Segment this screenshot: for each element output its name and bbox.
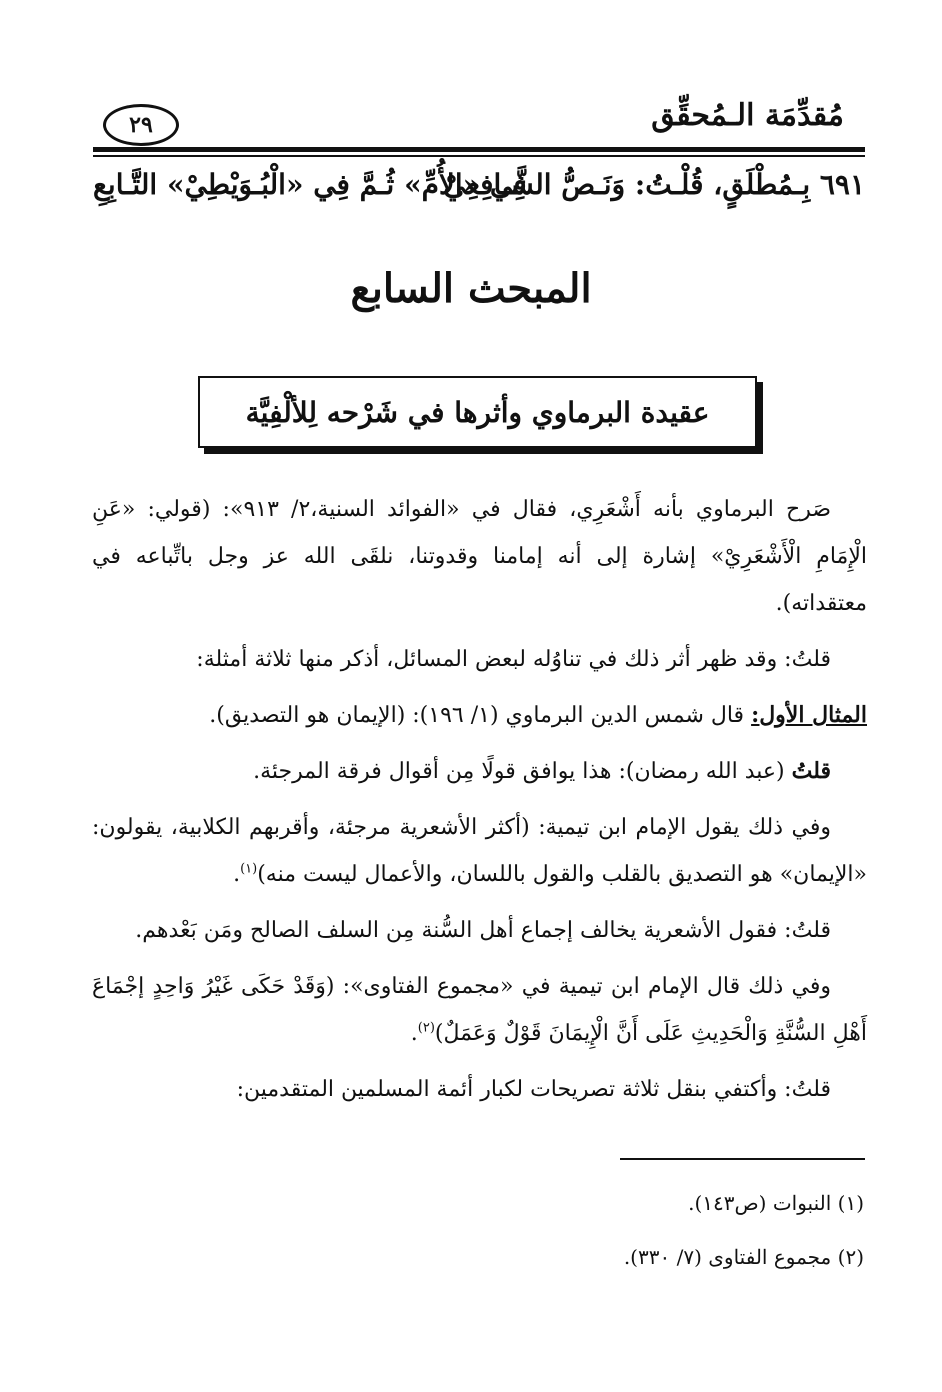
page-number-badge — [103, 104, 179, 146]
header-rule-thick — [93, 147, 865, 152]
paragraph-7: وفي ذلك قال الإمام ابن تيمية في «مجموع الفتاوى»: (وَقَدْ حَكَى غَيْرُ وَاحِدٍ إجْمَاعَ أَهْلِ السُّنَّةِ وَالْحَدِيثِ عَلَى أَنَّ الْإِيمَانَ قَوْلٌ وَعَمَلٌ)$^{(٢)}$. — [92, 974, 867, 1046]
paragraph-5: وفي ذلك يقول الإمام ابن تيمية: (أكثر الأشعرية مرجئة، وأقربهم الكلابية، يقولون: «الإيمان» هو التصديق بالقلب والقول باللسان، والأعمال ليست منه)$^{(١)}$. — [92, 815, 867, 887]
footnote-2: (٢) مجموع الفتاوى (٧/ ٣٣٠). — [623, 1245, 864, 1269]
verse-right-hemistich: ٦٩١ بِـمُطْلَقٍ، قُلْـتُ: وَنَـصُّ الشَّـافِعِيْ — [443, 168, 865, 201]
footnote-1: (١) النبوات (ص١٤٣). — [688, 1191, 864, 1215]
paragraph-5-text: وفي ذلك يقول الإمام ابن تيمية: (أكثر الأشعرية مرجئة، وأقربهم الكلابية، يقولون: «الإيمان» هو التصديق بالقلب والقول باللسان، والأعمال ليست منه) — [92, 815, 867, 887]
paragraph-1: صَرح البرماوي بأنه أَشْعَرِي، فقال في «الفوائد السنية،٢/ ٩١٣»: (قولي: «عَنِ الْإِمَامِ الْأَشْعَرِيْ» إشارة إلى أنه إمامنا وقدوتنا، نلقَى الله عز وجل باتِّباعه في معتقداته). — [92, 497, 867, 616]
paragraph-8: قلتُ: وأكتفي بنقل ثلاثة تصريحات لكبار أئمة المسلمين المتقدمين: — [236, 1077, 831, 1102]
paragraph-7-text: وفي ذلك قال الإمام ابن تيمية في «مجموع الفتاوى»: (وَقَدْ حَكَى غَيْرُ وَاحِدٍ إجْمَاعَ أَهْلِ السُّنَّةِ وَالْحَدِيثِ عَلَى أَنَّ الْإِيمَانَ قَوْلٌ وَعَمَلٌ) — [92, 974, 867, 1046]
section-heading: المبحث السابع — [350, 265, 592, 312]
footnote-ref-1[interactable]: (١) — [240, 861, 258, 877]
running-title: مُقدِّمَة الـمُحقِّق — [651, 98, 844, 133]
qultu-label: قلتُ — [791, 758, 831, 784]
paragraph-2: قلتُ: وقد ظهر أثر ذلك في تناوُله لبعض المسائل، أذكر منها ثلاثة أمثلة: — [196, 647, 831, 672]
verse-left-hemistich: فِي «الأُمِّ» ثُـمَّ فِي «الْبُـوَيْطِيْ» التَّـابِعِ — [93, 168, 527, 201]
verse-line — [93, 164, 865, 212]
example-one-label: المثال الأول: — [751, 702, 867, 728]
paragraph-4 — [92, 748, 867, 795]
paragraph-3 — [92, 692, 867, 739]
paragraph-4-text: (عبد الله رمضان): هذا يوافق قولًا مِن أقوال فرقة المرجئة. — [253, 759, 792, 784]
header-rule-thin — [93, 155, 865, 157]
footnotes — [364, 1176, 864, 1284]
page-number: ٢٩ — [129, 112, 153, 138]
section-subtitle-box — [198, 376, 757, 448]
footnote-ref-2[interactable]: (٢) — [417, 1020, 435, 1036]
footnote-separator — [620, 1158, 865, 1160]
body-text — [92, 486, 867, 1122]
paragraph-3-text: قال شمس الدين البرماوي (١/ ١٩٦): (الإيمان هو التصديق). — [209, 703, 752, 728]
section-subtitle: عقيدة البرماوي وأثرها في شَرْحه لِلألْفِيَّة — [245, 395, 710, 429]
paragraph-6: قلتُ: فقول الأشعرية يخالف إجماع أهل السُّنة مِن السلف الصالح ومَن بَعْدهم. — [135, 918, 831, 943]
